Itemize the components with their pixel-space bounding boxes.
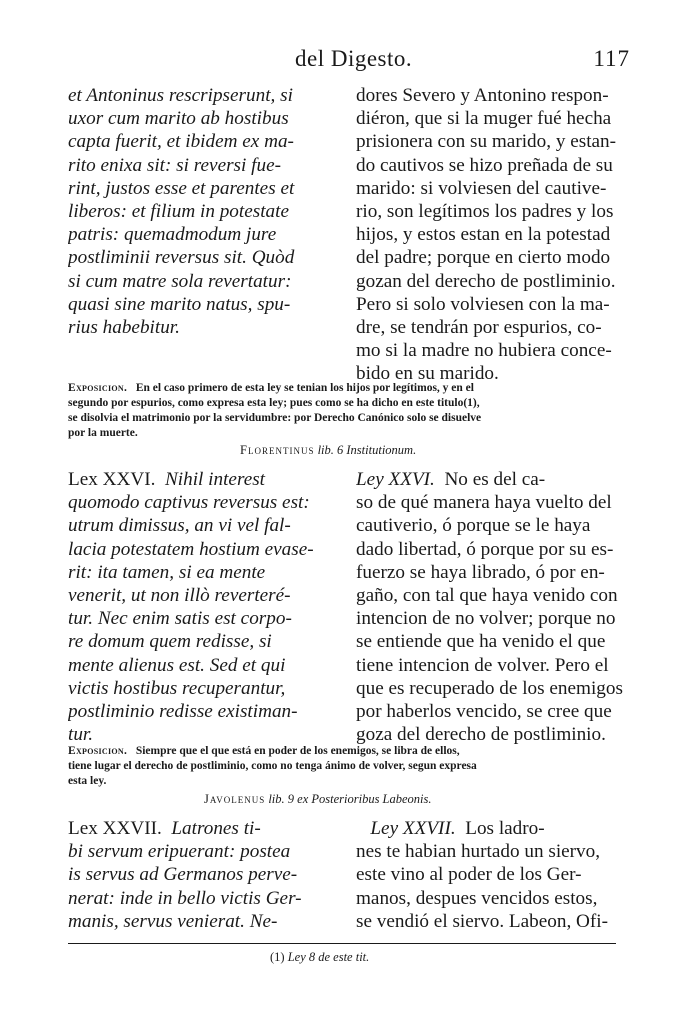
exposicion-label: Exposicion. bbox=[68, 382, 128, 394]
spanish-line: so de qué manera haya vuelto del bbox=[356, 492, 612, 514]
latin-line: nerat: inde in bello victis Ger- bbox=[68, 887, 302, 909]
latin-line: rito enixa sit: si reversi fue- bbox=[68, 154, 281, 176]
latin-line: patris: quemadmodum jure bbox=[68, 224, 277, 246]
spanish-line: se entiende que ha venido el que bbox=[356, 631, 606, 653]
latin-line: quasi sine marito natus, spu- bbox=[68, 293, 291, 315]
spanish-line: dre, se tendrán por espurios, co- bbox=[356, 317, 602, 339]
law-block-xxvii bbox=[68, 817, 628, 933]
latin-column bbox=[68, 817, 338, 933]
exposicion-line: esta ley. bbox=[68, 775, 107, 787]
latin-line: rint, justos esse et parentes et bbox=[68, 177, 295, 199]
latin-line: utrum dimissus, an vi vel fal- bbox=[68, 515, 291, 537]
spanish-line: marido: si volviesen del cautive- bbox=[356, 177, 607, 199]
latin-line: Nihil interest bbox=[164, 469, 266, 490]
jurist-name: Florentinus bbox=[240, 443, 315, 457]
ley-label: Ley XXVI. bbox=[356, 469, 435, 490]
spanish-line: bido en su marido. bbox=[356, 363, 499, 385]
lex-label: Lex XXVI. bbox=[68, 469, 156, 490]
latin-line: rit: ita tamen, si ea mente bbox=[68, 561, 266, 583]
exposicion-line: Siempre que el que está en poder de los enemigos, se libra de ellos, bbox=[135, 745, 460, 757]
spanish-line: del padre; porque en cierto modo bbox=[356, 247, 611, 269]
spanish-line: Los ladro- bbox=[465, 818, 545, 839]
spanish-line: mo si la madre no hubiera conce- bbox=[356, 340, 612, 362]
exposicion-label: Exposicion. bbox=[68, 745, 128, 757]
spanish-line: tiene intencion de volver. Pero el bbox=[356, 654, 609, 676]
jurist-attribution bbox=[240, 443, 416, 458]
spanish-line: gozan del derecho de postliminio. bbox=[356, 270, 616, 292]
latin-line: postliminii reversus sit. Quòd bbox=[68, 247, 295, 269]
spanish-line: dores Severo y Antonino respon- bbox=[356, 85, 609, 106]
running-title: del Digesto. bbox=[295, 46, 413, 71]
exposicion-line: por la muerte. bbox=[68, 427, 138, 439]
latin-line: lacia potestatem hostium evase- bbox=[68, 538, 314, 560]
spanish-line: No es del ca- bbox=[444, 469, 546, 490]
spanish-line: este vino al poder de los Ger- bbox=[356, 864, 582, 886]
latin-line: manis, servus venierat. Ne- bbox=[68, 910, 278, 932]
spanish-line: Pero si solo volviesen con la ma- bbox=[356, 293, 610, 315]
latin-line: re domum quem redisse, si bbox=[68, 631, 272, 653]
page-number: 117 bbox=[593, 46, 630, 71]
law-block-continuation bbox=[68, 84, 628, 386]
latin-line: si cum matre sola revertatur: bbox=[68, 270, 292, 292]
spanish-line: dado libertad, ó porque por su es- bbox=[356, 538, 614, 560]
latin-line: liberos: et filium in potestate bbox=[68, 201, 289, 223]
spanish-line: hijos, y estos estan en la potestad bbox=[356, 224, 611, 246]
lex-label: Lex XXVII. bbox=[68, 818, 162, 839]
latin-line: quomodo captivus reversus est: bbox=[68, 492, 310, 514]
jurist-attribution bbox=[204, 792, 432, 807]
latin-line: capta fuerit, et ibidem ex ma- bbox=[68, 131, 294, 153]
latin-line: et Antoninus rescripserunt, si bbox=[68, 85, 293, 106]
spanish-column bbox=[356, 817, 628, 933]
latin-column bbox=[68, 468, 338, 746]
spanish-line: rio, son legítimos los padres y los bbox=[356, 201, 614, 223]
footnote-marker: (1) bbox=[270, 950, 285, 964]
spanish-line: gaño, con tal que haya venido con bbox=[356, 585, 618, 607]
jurist-name: Javolenus bbox=[204, 792, 266, 806]
exposicion-line: tiene lugar el derecho de postliminio, como no tenga ánimo de volver, segun expresa bbox=[68, 760, 477, 772]
latin-line: tur. Nec enim satis est corpo- bbox=[68, 608, 292, 630]
spanish-column bbox=[356, 468, 628, 746]
spanish-line: prisionera con su marido, y estan- bbox=[356, 131, 617, 153]
latin-line: bi servum eripuerant: postea bbox=[68, 841, 291, 863]
spanish-column bbox=[356, 84, 628, 386]
latin-line: mente alienus est. Sed et qui bbox=[68, 654, 286, 676]
spanish-line: que es recuperado de los enemigos bbox=[356, 677, 623, 699]
spanish-line: diéron, que si la muger fué hecha bbox=[356, 108, 612, 130]
source-work: lib. 9 ex Posterioribus Labeonis. bbox=[268, 792, 432, 806]
spanish-line: se vendió el siervo. Labeon, Ofi- bbox=[356, 910, 609, 932]
spanish-line: do cautivos se hizo preñada de su bbox=[356, 154, 613, 176]
latin-line: rius habebitur. bbox=[68, 317, 180, 339]
spanish-line: fuerzo se haya librado, ó por en- bbox=[356, 561, 605, 583]
latin-line: tur. bbox=[68, 724, 94, 746]
exposicion-line: se disolvia el matrimonio por la servidumbre: por Derecho Canónico solo se disuelve bbox=[68, 412, 482, 424]
footnote-text: Ley 8 de este tit. bbox=[287, 950, 370, 964]
spanish-line: goza del derecho de postliminio. bbox=[356, 724, 606, 746]
exposicion-note bbox=[68, 381, 616, 441]
latin-line: uxor cum marito ab hostibus bbox=[68, 108, 289, 130]
law-block-xxvi bbox=[68, 468, 628, 746]
spanish-line: nes te habian hurtado un siervo, bbox=[356, 841, 601, 863]
latin-line: postliminio redisse existiman- bbox=[68, 701, 298, 723]
ley-label: Ley XXVII. bbox=[370, 818, 456, 839]
latin-column bbox=[68, 84, 338, 386]
spanish-line: manos, despues vencidos estos, bbox=[356, 887, 598, 909]
running-head bbox=[60, 46, 640, 80]
source-work: lib. 6 Institutionum. bbox=[317, 443, 417, 457]
latin-line: venerit, ut non illò reverteré- bbox=[68, 585, 291, 607]
spanish-line: cautiverio, ó porque se le haya bbox=[356, 515, 591, 537]
spanish-line: por haberlos vencido, se cree que bbox=[356, 701, 612, 723]
exposicion-note bbox=[68, 744, 616, 789]
exposicion-line: segundo por espurios, como expresa esta ley; pues como se ha dicho en este titulo(1), bbox=[68, 397, 480, 409]
latin-line: Latrones ti- bbox=[171, 818, 261, 839]
latin-line: is servus ad Germanos perve- bbox=[68, 864, 298, 886]
footnote-rule bbox=[68, 943, 616, 944]
footnote bbox=[270, 950, 369, 965]
latin-line: victis hostibus recuperantur, bbox=[68, 677, 286, 699]
spanish-line: intencion de no volver; porque no bbox=[356, 608, 616, 630]
exposicion-line: En el caso primero de esta ley se tenian los hijos por legítimos, y en el bbox=[135, 382, 474, 394]
